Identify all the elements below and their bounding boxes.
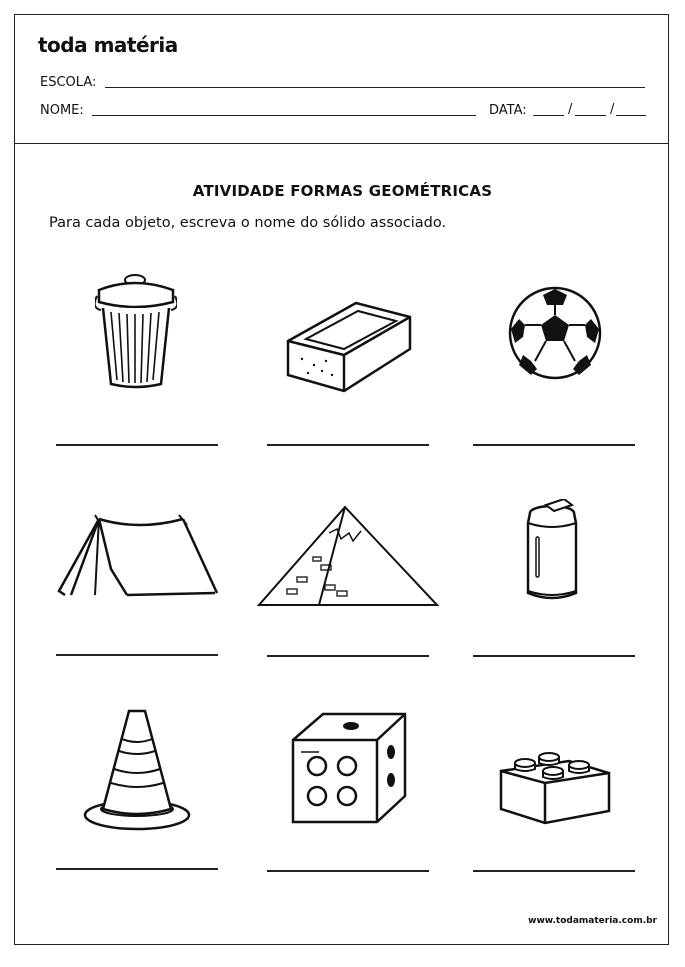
logo: toda matéria <box>38 33 178 57</box>
trash-can-icon <box>95 268 177 390</box>
school-label: ESCOLA: <box>40 75 97 90</box>
tent-icon <box>55 505 221 599</box>
answer-line-1[interactable] <box>56 444 218 446</box>
date-label: DATA: <box>489 103 527 118</box>
name-label: NOME: <box>40 103 84 118</box>
date-year-field[interactable] <box>616 115 646 116</box>
soccer-ball-icon <box>507 285 603 381</box>
activity-instruction: Para cada objeto, escreva o nome do sólido associado. <box>49 215 447 231</box>
date-separator: / <box>568 102 573 117</box>
traffic-cone-icon <box>81 705 193 833</box>
school-field[interactable] <box>105 87 645 88</box>
answer-line-5[interactable] <box>267 655 429 657</box>
name-field[interactable] <box>92 115 476 116</box>
date-day-field[interactable] <box>533 115 564 116</box>
activity-title: ATIVIDADE FORMAS GEOMÉTRICAS <box>192 182 493 200</box>
footer-website[interactable]: www.todamateria.com.br <box>528 916 657 926</box>
lego-brick-icon <box>499 737 611 825</box>
answer-line-2[interactable] <box>267 444 429 446</box>
answer-line-8[interactable] <box>267 870 429 872</box>
answer-line-9[interactable] <box>473 870 635 872</box>
worksheet <box>14 14 669 945</box>
header-divider <box>15 143 668 144</box>
dice-icon <box>289 712 407 824</box>
answer-line-4[interactable] <box>56 654 218 656</box>
answer-line-3[interactable] <box>473 444 635 446</box>
answer-line-7[interactable] <box>56 868 218 870</box>
soda-can-icon <box>524 499 584 609</box>
pyramid-icon <box>257 505 439 609</box>
date-separator: / <box>610 102 615 117</box>
answer-line-6[interactable] <box>473 655 635 657</box>
date-month-field[interactable] <box>575 115 606 116</box>
brick-icon <box>284 297 414 393</box>
